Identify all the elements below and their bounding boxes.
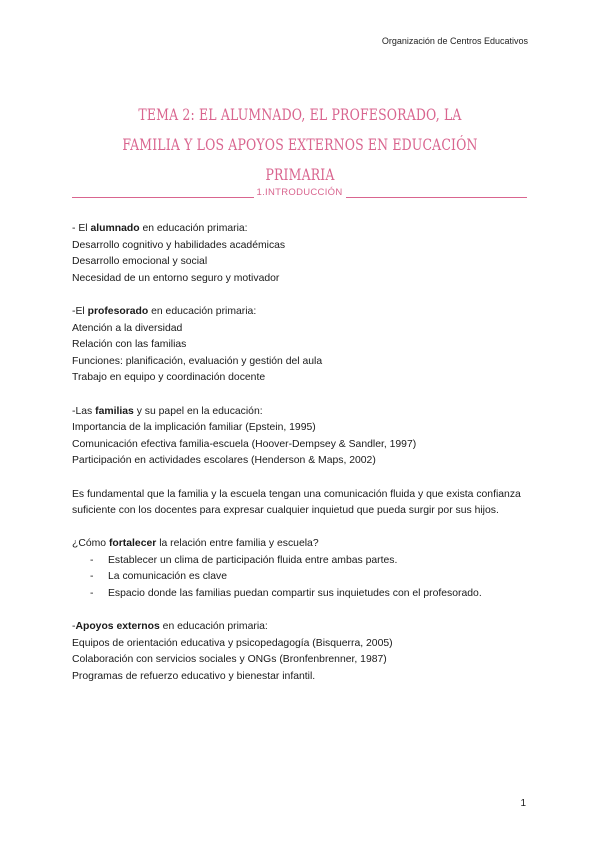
text-line: Participación en actividades escolares (Henderson & Maps, 2002) [72, 455, 376, 467]
text-line: Trabajo en equipo y coordinación docente [72, 372, 266, 384]
page-title: TEMA 2: EL ALUMNADO, EL PROFESORADO, LA FAMILIA Y LOS APOYOS EXTERNOS EN EDUCACIÓN PRIMARIA [122, 105, 478, 184]
block-heading: -Las familias y su papel en la educación: [72, 405, 263, 417]
list-item: - Espacio donde las familias puedan compartir sus inquietudes con el profesorado. [72, 586, 532, 603]
text-line: Comunicación efectiva familia-escuela (Hoover-Dempsey & Sandler, 1997) [72, 438, 417, 450]
block-heading: -El profesorado en educación primaria: [72, 305, 257, 317]
block-fortalecer [72, 536, 532, 602]
text-line: Atención a la diversidad [72, 322, 183, 334]
text-line: Necesidad de un entorno seguro y motivador [72, 272, 280, 284]
running-header: Organización de Centros Educativos [381, 36, 528, 46]
text-line: Colaboración con servicios sociales y ONGs (Bronfenbrenner, 1987) [72, 654, 387, 666]
text-line: Importancia de la implicación familiar (Epstein, 1995) [72, 422, 316, 434]
section-heading [72, 187, 527, 198]
block-profesorado [72, 304, 532, 387]
block-familias [72, 404, 532, 470]
section-label: 1.INTRODUCCIÓN [256, 187, 343, 198]
document-body [72, 221, 532, 702]
section-rule-right [346, 197, 528, 198]
text-line: Programas de refuerzo educativo y bienestar infantil. [72, 671, 316, 683]
text-line: Funciones: planificación, evaluación y gestión del aula [72, 355, 323, 367]
page-number: 1 [520, 798, 526, 809]
block-alumnado [72, 221, 532, 287]
section-rule-left [72, 197, 254, 198]
block-heading: - El alumnado en educación primaria: [72, 223, 248, 234]
block-heading: -Apoyos externos en educación primaria: [72, 621, 268, 633]
block-paragraph [72, 487, 532, 520]
bullet-list [72, 553, 532, 603]
text-line: Desarrollo emocional y social [72, 256, 208, 268]
block-apoyos [72, 619, 532, 685]
text-line: Desarrollo cognitivo y habilidades académicas [72, 239, 286, 251]
block-heading: ¿Cómo fortalecer la relación entre familia y escuela? [72, 538, 319, 550]
paragraph-text: Es fundamental que la familia y la escuela tengan una comunicación fluida y que exista confianza suficiente con los docentes para expresar cualquier inquietud que pueda surgir por sus hijos. [72, 488, 521, 517]
list-item: - La comunicación es clave [72, 569, 532, 586]
list-item: - Establecer un clima de participación fluida entre ambas partes. [72, 553, 532, 570]
text-line: Relación con las familias [72, 339, 187, 351]
text-line: Equipos de orientación educativa y psicopedagogía (Bisquerra, 2005) [72, 637, 393, 649]
